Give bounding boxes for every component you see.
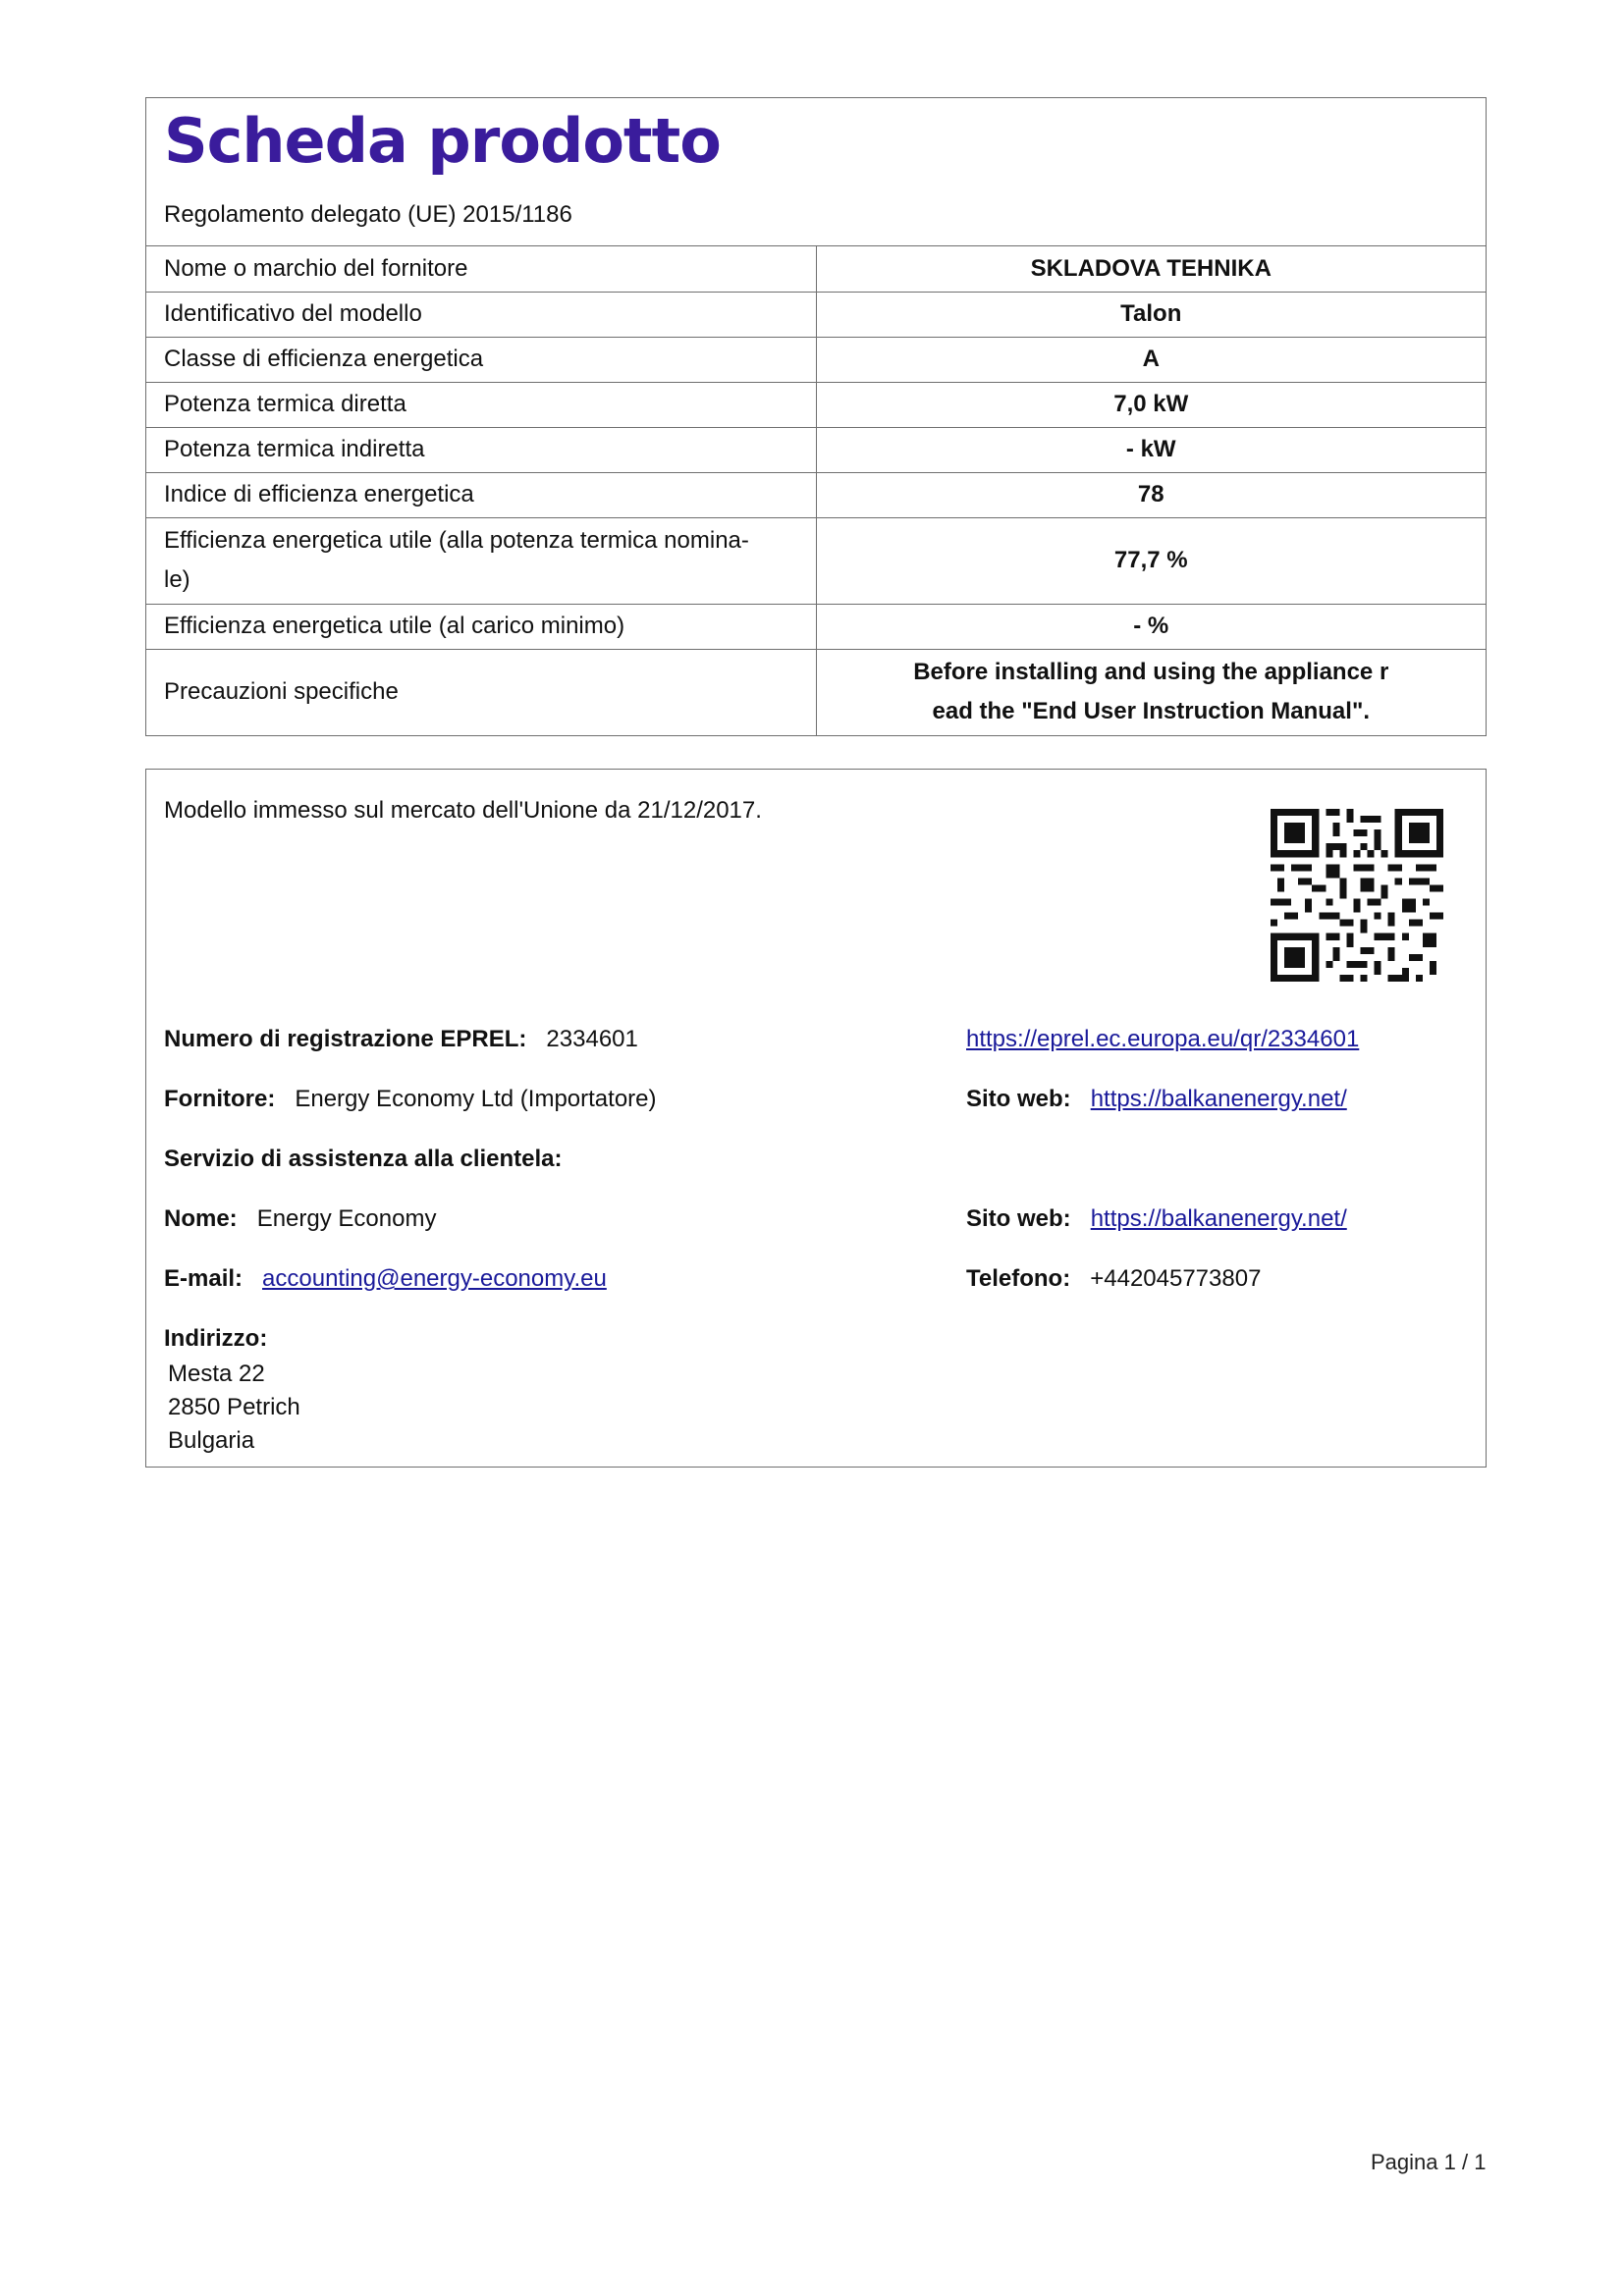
email-link[interactable]: accounting@energy-economy.eu [262,1265,607,1292]
table-row [146,246,1486,292]
regulation-subtitle: Regolamento delegato (UE) 2015/1186 [164,201,572,228]
service-name-row [164,1205,436,1233]
spec-value: - % [816,604,1486,649]
table-row [146,517,1486,604]
spec-table [146,246,1486,735]
table-row [146,382,1486,427]
phone-label: Telefono: [966,1265,1071,1292]
address-label: Indirizzo: [164,1325,268,1352]
spec-value: 77,7 % [816,517,1486,604]
address-line: Bulgaria [168,1427,255,1454]
spec-value-line: Before installing and using the appliance r [913,659,1389,686]
spec-label: Precauzioni specifiche [146,649,816,735]
supplier-info-box [145,769,1487,1468]
spec-label: Indice di efficienza energetica [146,472,816,517]
address-block [168,1358,300,1458]
eprel-row [164,1026,638,1053]
spec-value: Talon [816,292,1486,337]
service-website-row [966,1205,1347,1233]
website-link[interactable]: https://balkanenergy.net/ [1090,1205,1347,1232]
supplier-row [164,1086,657,1113]
eprel-link[interactable]: https://eprel.ec.europa.eu/qr/2334601 [966,1026,1360,1052]
page-number: Pagina 1 / 1 [1371,2150,1487,2174]
eprel-number: 2334601 [546,1026,638,1052]
phone-row [966,1265,1261,1293]
table-row [146,292,1486,337]
website-label: Sito web: [966,1205,1071,1232]
spec-value: 78 [816,472,1486,517]
table-row [146,649,1486,735]
website-label: Sito web: [966,1086,1071,1112]
spec-label: Potenza termica indiretta [146,427,816,472]
website-link[interactable]: https://balkanenergy.net/ [1090,1086,1347,1112]
address-line: Mesta 22 [168,1361,265,1387]
spec-label-line: le) [164,566,190,593]
spec-label: Nome o marchio del fornitore [164,254,468,282]
address-line: 2850 Petrich [168,1394,300,1420]
table-row [146,604,1486,649]
spec-value-line: ead the "End User Instruction Manual". [932,698,1370,725]
market-date-text: Modello immesso sul mercato dell'Unione da 21/12/2017. [164,797,762,824]
spec-label: Identificativo del modello [146,292,816,337]
eprel-label: Numero di registrazione EPREL: [164,1026,527,1052]
spec-label [146,517,816,604]
spec-value: SKLADOVA TEHNIKA [816,246,1486,292]
spec-label: Efficienza energetica utile (al carico minimo) [146,604,816,649]
table-row [146,472,1486,517]
table-row [146,427,1486,472]
name-label: Nome: [164,1205,238,1232]
service-name: Energy Economy [256,1205,437,1232]
table-row [146,337,1486,382]
supplier-website-row [966,1086,1347,1113]
spec-label: Classe di efficienza energetica [146,337,816,382]
supplier-name: Energy Economy Ltd (Importatore) [295,1086,657,1112]
eprel-link-row [966,1026,1359,1053]
spec-value: - kW [816,427,1486,472]
spec-label: Potenza termica diretta [146,382,816,427]
email-row [164,1265,607,1293]
spec-value: 7,0 kW [816,382,1486,427]
spec-value: A [816,337,1486,382]
customer-service-heading: Servizio di assistenza alla clientela: [164,1146,563,1172]
spec-value [816,649,1486,735]
page-title: Scheda prodotto [164,105,721,177]
email-label: E-mail: [164,1265,244,1292]
sheet-header [146,98,1486,246]
product-sheet [145,97,1487,736]
phone-number: +442045773807 [1090,1265,1262,1292]
supplier-label: Fornitore: [164,1086,276,1112]
spec-label-line: Efficienza energetica utile (alla potenza termica nomina- [164,527,749,554]
qr-code-icon[interactable] [1271,809,1443,982]
